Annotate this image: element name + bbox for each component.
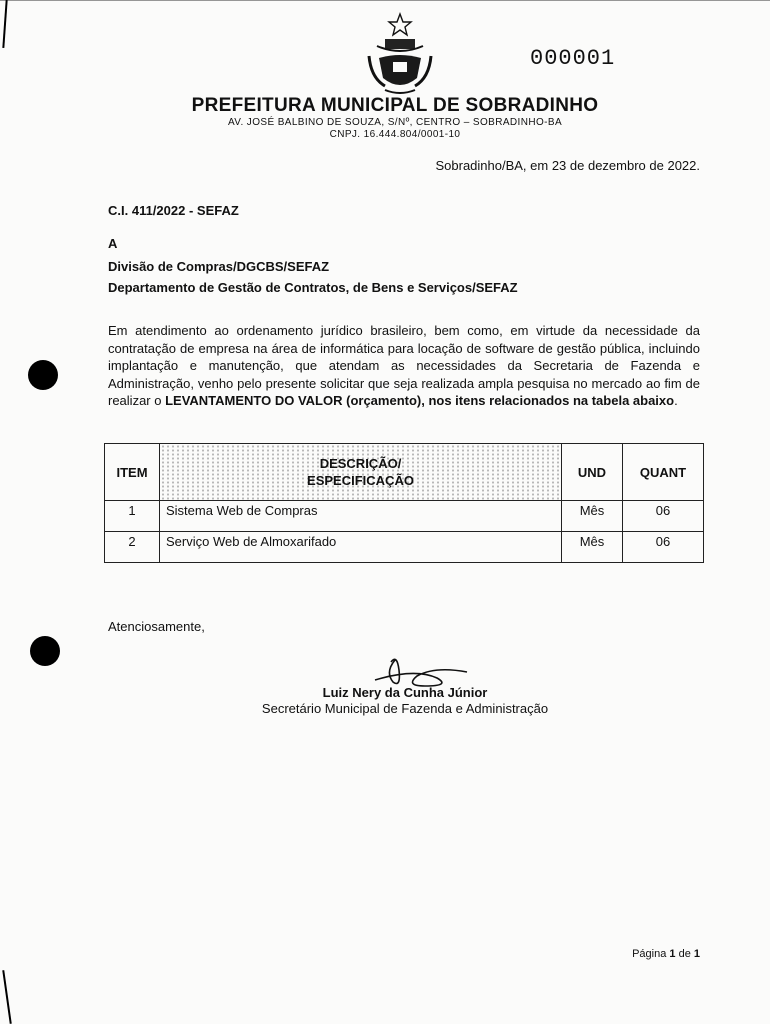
- header-description-line1: DESCRIÇÃO/: [319, 456, 402, 471]
- body-emphasis: LEVANTAMENTO DO VALOR (orçamento), nos itens relacionados na tabela abaixo: [165, 393, 675, 408]
- row-unit: Mês: [562, 532, 623, 563]
- page-current: 1: [669, 948, 676, 960]
- recipient-department: Departamento de Gestão de Contratos, de Bens e Serviços/SEFAZ: [108, 280, 518, 295]
- row-description: Serviço Web de Almoxarifado: [160, 532, 562, 563]
- institution-address: AV. JOSÉ BALBINO DE SOUZA, S/Nº, CENTRO – SOBRADINHO-BA: [227, 117, 563, 128]
- punch-hole-lower: [30, 636, 60, 666]
- table-row: [105, 532, 704, 563]
- header-item: ITEM: [105, 444, 160, 501]
- institution-title: PREFEITURA MUNICIPAL DE SOBRADINHO: [191, 95, 599, 116]
- memo-id: C.I. 411/2022 - SEFAZ: [108, 203, 239, 218]
- signer-name: Luiz Nery da Cunha Júnior: [322, 685, 488, 700]
- punch-hole-upper: [28, 360, 58, 390]
- body-paragraph: [108, 322, 700, 410]
- page-mid: de: [675, 948, 694, 960]
- body-text: Em atendimento ao ordenamento jurídico brasileiro, bem como, em virtude da necessidade da contratação de empresa na área de informática para locação de software de gestão pública, incluindo implantação e manutenção, que atendam as necessidades da Secretaria de Fazenda e Administração, venho pelo presente solicitar que seja realizada ampla pesquisa no mercado ao fim de realizar o: [108, 323, 700, 408]
- items-table: [104, 443, 704, 563]
- header-quantity: QUANT: [623, 444, 704, 501]
- header-description: [160, 444, 562, 501]
- recipient-prefix: A: [108, 236, 118, 251]
- municipal-crest-icon: [355, 12, 445, 98]
- row-item: 1: [105, 501, 160, 532]
- institution-cnpj: CNPJ. 16.444.804/0001-10: [329, 129, 461, 140]
- table-row: [105, 501, 704, 532]
- row-quantity: 06: [623, 501, 704, 532]
- scan-edge-top-left: [2, 0, 7, 48]
- body-end: .: [674, 393, 678, 408]
- recipient-division: Divisão de Compras/DGCBS/SEFAZ: [108, 259, 330, 274]
- page-indicator: [632, 948, 700, 960]
- row-unit: Mês: [562, 501, 623, 532]
- document-number: 000001: [530, 46, 616, 71]
- page-prefix: Página: [632, 948, 670, 960]
- scan-edge-bottom-left: [2, 970, 11, 1024]
- date-line: Sobradinho/BA, em 23 de dezembro de 2022.: [435, 158, 700, 173]
- header-unit: UND: [562, 444, 623, 501]
- header-description-line2: ESPECIFICAÇÃO: [307, 473, 414, 488]
- signer-role: Secretário Municipal de Fazenda e Administração: [261, 701, 549, 716]
- page-total: 1: [693, 948, 700, 960]
- row-description: Sistema Web de Compras: [160, 501, 562, 532]
- closing-salutation: Atenciosamente,: [108, 619, 205, 634]
- row-item: 2: [105, 532, 160, 563]
- table-header-row: [105, 444, 704, 501]
- scan-edge-top: [0, 0, 770, 1]
- row-quantity: 06: [623, 532, 704, 563]
